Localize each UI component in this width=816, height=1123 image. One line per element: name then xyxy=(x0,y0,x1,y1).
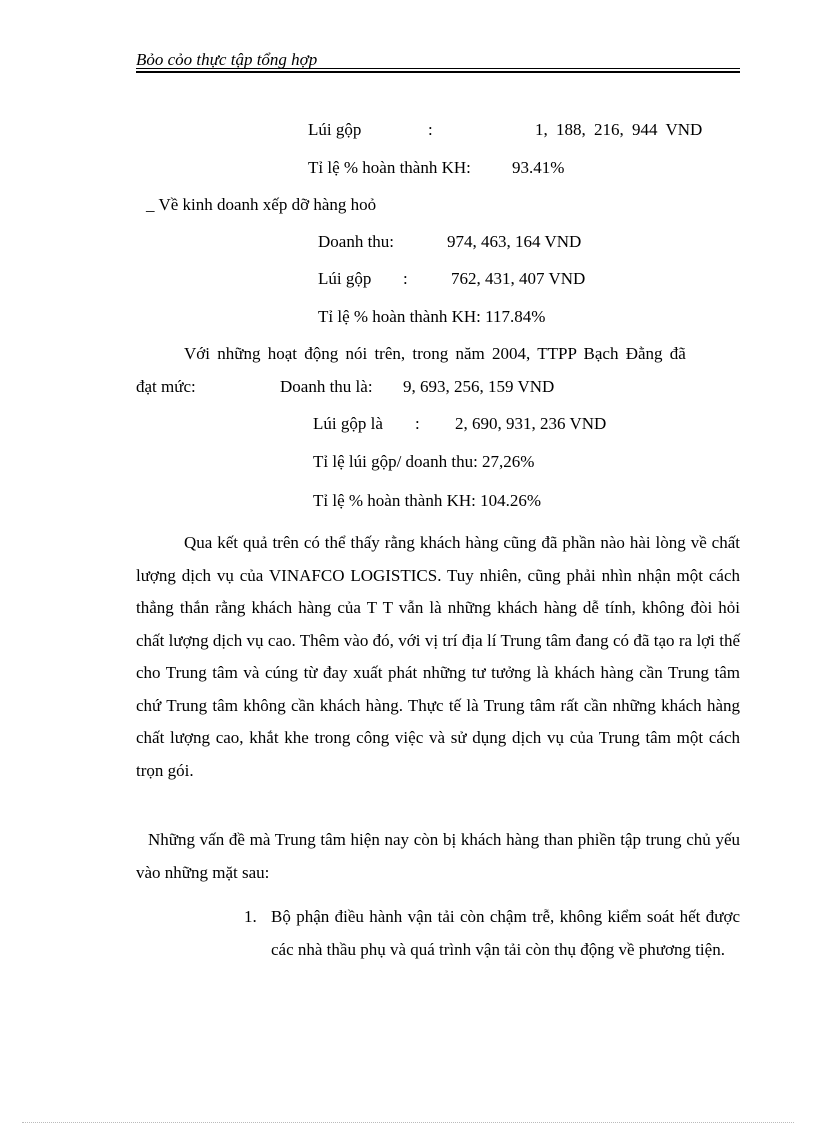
gross-profit-colon: : xyxy=(428,120,433,139)
total-revenue-value: 9, 693, 256, 159 VND xyxy=(403,377,555,396)
gross-profit-value-2: 762, 431, 407 VND xyxy=(451,269,586,288)
header-rule-thick xyxy=(136,71,740,73)
paragraph-customer-satisfaction xyxy=(136,527,740,787)
total-profit-value: 2, 690, 931, 236 VND xyxy=(455,414,607,433)
list-item: Bộ phận điều hành vận tải còn chậm trễ, không kiểm soát hết được các nhà thầu phụ và quá trình vận tải còn thụ động về phương tiện. xyxy=(271,907,740,959)
gross-profit-colon-2: : xyxy=(403,269,408,288)
header-title: Bỏo cỏo thực tập tổng hợp xyxy=(136,50,318,69)
page-header xyxy=(136,50,740,74)
total-completion-rate: Tỉ lệ % hoàn thành KH: 104.26% xyxy=(313,491,542,510)
profit-revenue-ratio: Tỉ lệ lúi gộp/ doanh thu: 27,26% xyxy=(313,452,535,471)
summary-intro: Với những hoạt động nói trên, trong năm 2004, TTPP Bạch Đằng đã xyxy=(184,344,686,363)
completion-rate-value: 93.41% xyxy=(512,158,565,177)
gross-profit-label: Lúi gộp xyxy=(308,120,362,139)
header-rule-thin xyxy=(136,68,740,69)
gross-profit-value: 1, 188, 216, 944 VND xyxy=(535,120,703,139)
total-revenue-label: Doanh thu là: xyxy=(280,377,373,396)
revenue-label: Doanh thu: xyxy=(318,232,395,251)
completion-rate-2: Tỉ lệ % hoàn thành KH: 117.84% xyxy=(318,307,546,326)
list-item-number: 1. xyxy=(244,907,257,926)
total-profit-colon: : xyxy=(415,414,420,433)
summary-reached: đạt mức: xyxy=(136,377,196,396)
paragraph-complaints-intro xyxy=(136,824,740,889)
loading-unloading-heading: _ Về kinh doanh xếp dỡ hàng hoỏ xyxy=(146,195,377,214)
paragraph-text: Qua kết quả trên có thể thấy rằng khách hàng cũng đã phần nào hài lòng về chất lượng dịch vụ của VINAFCO LOGISTICS. Tuy nhiên, cũng phải nhìn nhận một cách thẳng thắn rằng khách hàng của T T vẫn là những khách hàng dễ tính, không đòi hỏi chất lượng dịch vụ cao. Thêm vào đó, với vị trí địa lí Trung tâm đang có đã tạo ra lợi thế cho Trung tâm và cúng từ đay xuất phát những tư tưởng là khách hàng cần Trung tâm chứ Trung tâm không cần khách hàng. Thực tế là Trung tâm rất cần những khách hàng chất lượng cao, khắt khe trong công việc và sử dụng dịch vụ của Trung tâm một cách trọn gói. xyxy=(136,533,740,780)
revenue-value: 974, 463, 164 VND xyxy=(447,232,582,251)
completion-rate-label: Tỉ lệ % hoàn thành KH: xyxy=(308,158,471,177)
total-profit-label: Lúi gộp là xyxy=(313,414,383,433)
gross-profit-label-2: Lúi gộp xyxy=(318,269,372,288)
paragraph-text: Những vấn đề mà Trung tâm hiện nay còn bị khách hàng than phiền tập trung chủ yếu vào những mặt sau: xyxy=(136,830,740,882)
